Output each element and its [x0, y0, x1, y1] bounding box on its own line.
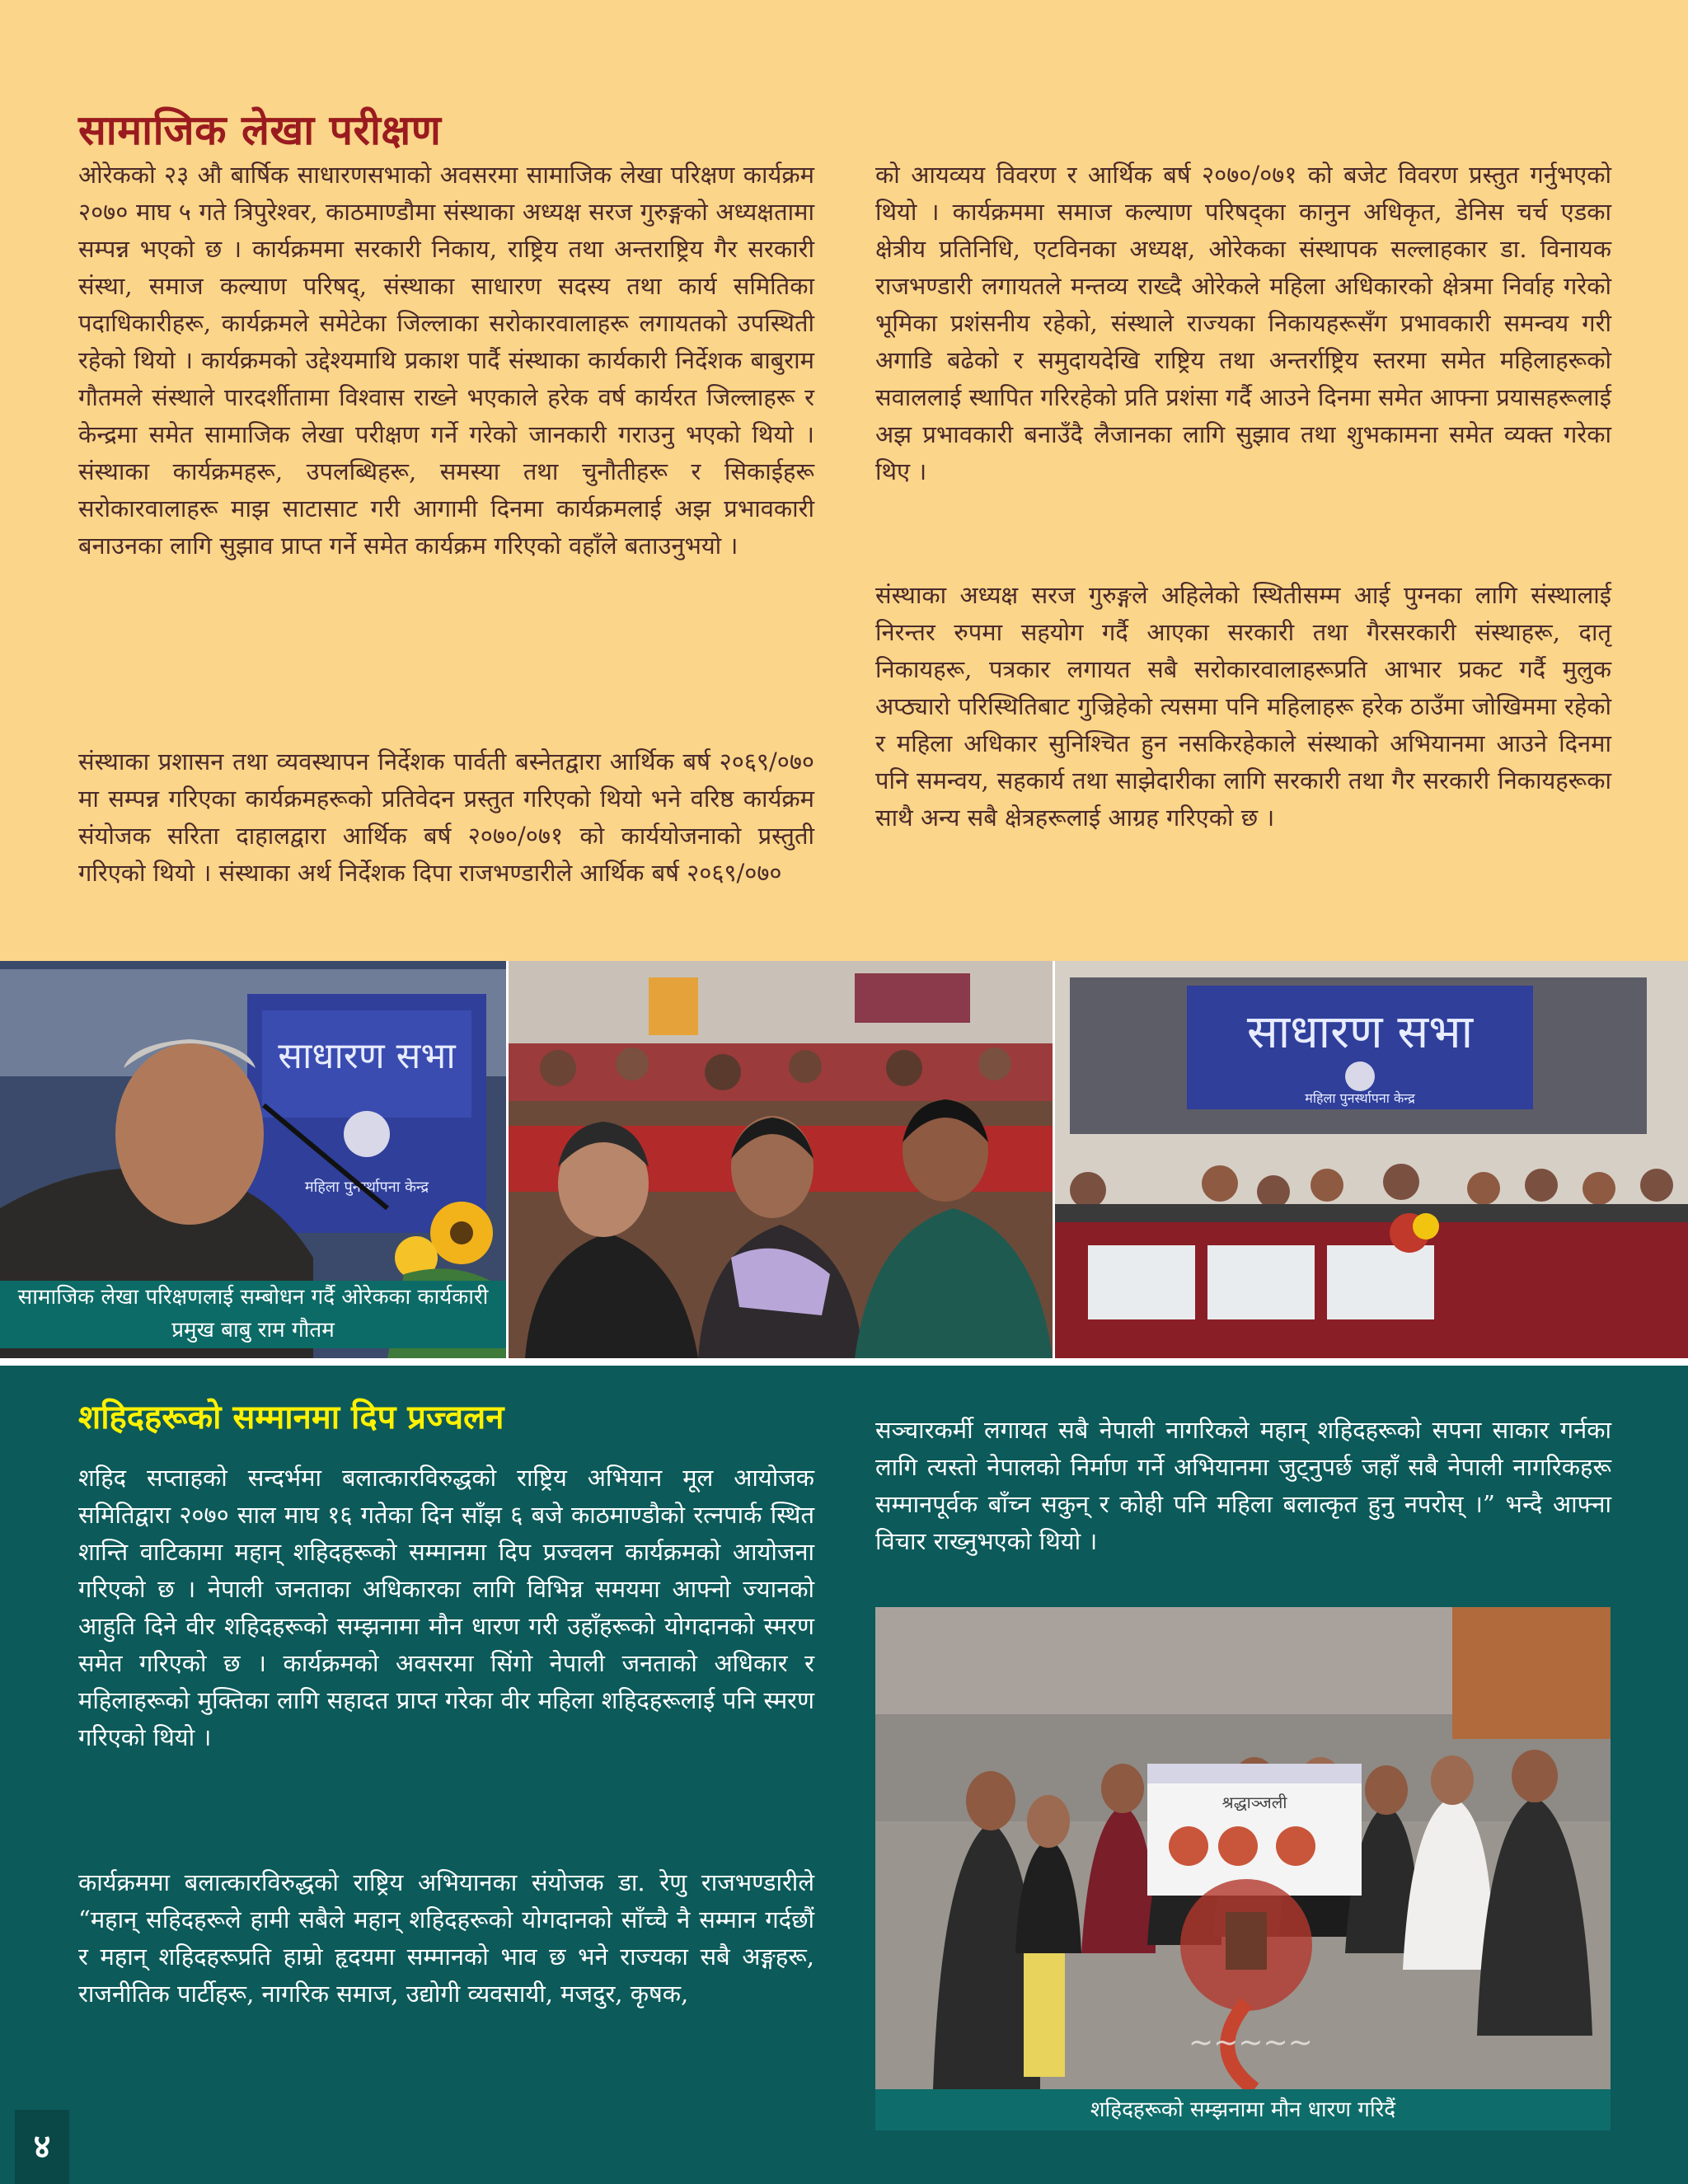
speaker-photo: [0, 961, 506, 1358]
article-paragraph: ओरेकको २३ औ बार्षिक साधारणसभाको अवसरमा सामाजिक लेखा परिक्षण कार्यक्रम २०७० माघ ५ गते त्रिपुरेश्वर, काठमाण्डौमा संस्थाका अध्यक्ष सरज गुरुङ्गको अध्यक्षतामा सम्पन्न भएको छ । कार्यक्रममा सरकारी निकाय, राष्ट्रिय तथा अन्तराष्ट्रिय गैर सरकारी संस्था, समाज कल्याण परिषद्, संस्थाका साधारण सदस्य तथा कार्य समितिका पदाधिकारीहरू, कार्यक्रमले समेटेका जिल्लाका सरोकारवालाहरू लगायतको उपस्थिती रहेको थियो । कार्यक्रमको उद्देश्यमाथि प्रकाश पार्दै संस्थाका कार्यकारी निर्देशक बाबुराम गौतमले संस्थाले पारदर्शीतामा विश्वास राख्ने भएकाले हरेक वर्ष कार्यरत जिल्लाहरू र केन्द्रमा समेत सामाजिक लेखा परीक्षण गर्ने गरेको जानकारी गराउनु भएको थियो । संस्थाका कार्यक्रमहरू, उपलब्धिहरू, समस्या तथा चुनौतीहरू र सिकाईहरू सरोकारवालाहरू माझ साटासाट गरी आगामी दिनमा कार्यक्रमलाई अझ प्रभावकारी बनाउनका लागि सुझाव प्राप्त गर्ने समेत कार्यक्रम गरिएको वहाँले बताउनुभयो ।: [78, 161, 814, 560]
section-title-martyrs: शहिदहरूको सम्मानमा दिप प्रज्वलन: [78, 1399, 504, 1436]
stage-photo: [1055, 961, 1688, 1358]
banner-text: साधारण सभा: [1246, 1005, 1474, 1059]
page-number: ४: [15, 2110, 69, 2184]
vigil-photo-graphic: [875, 1607, 1611, 2089]
article-paragraph: को आयव्यय विवरण र आर्थिक बर्ष २०७०/०७१ को बजेट विवरण प्रस्तुत गर्नुभएको थियो । कार्यक्रममा समाज कल्याण परिषद्का कानुन अधिकृत, डेनिस चर्च एडका क्षेत्रीय प्रतिनिधि, एटविनका अध्यक्ष, ओरेकका संस्थापक सल्लाहकार डा. विनायक राजभण्डारी लगायतले मन्तव्य राख्दै ओरेकले महिला अधिकारको क्षेत्रमा निर्वाह गरेको भूमिका प्रशंसनीय रहेको, संस्थाले राज्यका निकायहरूसँग प्रभावकारी समन्वय गरी अगाडि बढेको र समुदायदेखि राष्ट्रिय तथा अन्तर्राष्ट्रिय स्तरमा समेत महिलाहरूको सवाललाई स्थापित गरिरहेको प्रति प्रशंसा गर्दै आउने दिनमा समेत आफ्ना प्रयासहरूलाई अझ प्रभावकारी बनाउँदै लैजानका लागि सुझाव तथा शुभकामना समेत व्यक्त गरेका थिए ।: [875, 161, 1611, 485]
audience-photo-graphic: [509, 961, 1053, 1358]
audience-photo: [509, 961, 1053, 1358]
section-title-social-audit: सामाजिक लेखा परीक्षण: [78, 106, 442, 154]
banner-subtext: महिला पुनर्स्थापना केन्द्र: [304, 1179, 429, 1196]
photo-caption: शहिदहरूको सम्झनामा मौन धारण गरिदैं: [875, 2089, 1611, 2130]
banner-text: साधारण सभा: [278, 1035, 456, 1077]
article-paragraph: संस्थाका अध्यक्ष सरज गुरुङ्गले अहिलेको स्थितीसम्म आई पुग्नका लागि संस्थालाई निरन्तर रुपमा सहयोग गर्दै आएका सरकारी तथा गैरसरकारी संस्थाहरू, दातृ निकायहरू, पत्रकार लगायत सबै सरोकारवालाहरूप्रति आभार प्रकट गर्दै मुलुक अप्ठ्यारो परिस्थितिबाट गुज्रिहेको त्यसमा पनि महिलाहरू हरेक ठाउँमा जोखिममा रहेको र महिला अधिकार सुनिश्चित हुन नसकिरहेकाले संस्थाको अभियानमा आउने दिनमा पनि समन्वय, सहकार्य तथा साझेदारीका लागि सरकारी तथा गैर सरकारी निकायहरूका साथै अन्य सबै क्षेत्रहरूलाई आग्रह गरिएको छ ।: [875, 581, 1611, 832]
vigil-photo: [875, 1607, 1611, 2089]
svg-text:~~~~~: ~~~~~: [1189, 2026, 1313, 2060]
bottom-section: [0, 1366, 1688, 2184]
photo-banner-text: श्रद्धाञ्जली: [1221, 1793, 1287, 1812]
article-paragraph: शहिद सप्ताहको सन्दर्भमा बलात्कारविरुद्धको राष्ट्रिय अभियान मूल आयोजक समितिद्वारा २०७० साल माघ १६ गतेका दिन साँझ ६ बजे काठमाण्डौको रत्नपार्क स्थित शान्ति वाटिकामा महान् शहिदहरूको सम्मानमा दिप प्रज्वलन कार्यक्रमको आयोजना गरिएको छ । नेपाली जनताका अधिकारका लागि विभिन्न समयमा आफ्नो ज्यानको आहुति दिने वीर शहिदहरूको सम्झनामा मौन धारण गरी उहाँहरूको योगदानको स्मरण समेत गरिएको छ । कार्यक्रमको अवसरमा सिंगो नेपाली जनताको अधिकार र महिलाहरूको मुक्तिका लागि सहादत प्राप्त गरेका वीर महिला शहिदहरूलाई पनि स्मरण गरिएको थियो ।: [78, 1464, 814, 1751]
stage-photo-graphic: [1055, 961, 1688, 1358]
top-section: [0, 0, 1688, 961]
article-paragraph: सञ्चारकर्मी लगायत सबै नेपाली नागरिकले महान् शहिदहरूको सपना साकार गर्नका लागि त्यस्तो नेपालको निर्माण गर्ने अभियानमा जुट्नुपर्छ जहाँ सबै नेपाली नागरिकहरू सम्मानपूर्वक बाँच्न सकुन् र कोही पनि महिला बलात्कृत हुनु नपरोस् ।” भन्दै आफ्ना विचार राख्नुभएको थियो ।: [875, 1416, 1611, 1555]
photo-caption: सामाजिक लेखा परिक्षणलाई सम्बोधन गर्दै ओरेकका कार्यकारी प्रमुख बाबु राम गौतम: [0, 1281, 506, 1348]
article-paragraph: संस्थाका प्रशासन तथा व्यवस्थापन निर्देशक पार्वती बस्नेतद्वारा आर्थिक बर्ष २०६९/०७० मा सम्पन्न गरिएका कार्यक्रमहरूको प्रतिवेदन प्रस्तुत गरिएको थियो भने वरिष्ठ कार्यक्रम संयोजक सरिता दाहालद्वारा आर्थिक बर्ष २०७०/०७१ को कार्ययोजनाको प्रस्तुती गरिएको थियो । संस्थाका अर्थ निर्देशक दिपा राजभण्डारीले आर्थिक बर्ष २०६९/०७०: [78, 748, 814, 887]
article-paragraph: कार्यक्रममा बलात्कारविरुद्धको राष्ट्रिय अभियानका संयोजक डा. रेणु राजभण्डारीले “महान् सहिदहरूले हामी सबैले महान् शहिदहरूको योगदानको साँच्चै नै सम्मान गर्दछौं र महान् शहिदहरूप्रति हाम्रो हृदयमा सम्मानको भाव छ भने राज्यका सबै अङ्गहरू, राजनीतिक पार्टीहरू, नागरिक समाज, उद्योगी व्यवसायी, मजदुर, कृषक,: [78, 1868, 814, 2008]
banner-subtext: महिला पुनर्स्थापना केन्द्र: [1305, 1090, 1415, 1106]
